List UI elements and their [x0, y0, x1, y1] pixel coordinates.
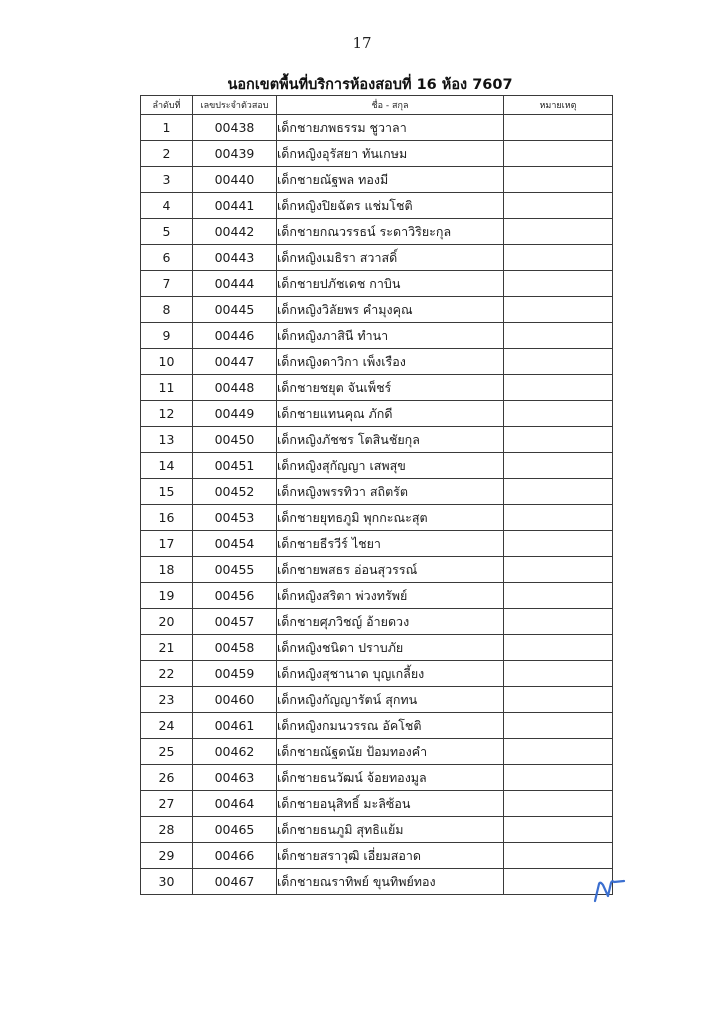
table-row [141, 427, 613, 453]
table-row [141, 687, 613, 713]
row-number: 18 [141, 557, 193, 583]
row-exam-id: 00460 [193, 687, 277, 713]
row-exam-id: 00453 [193, 505, 277, 531]
row-student-name: เด็กหญิงสริตา พ่วงทรัพย์ [277, 583, 504, 609]
row-number: 3 [141, 167, 193, 193]
row-exam-id: 00455 [193, 557, 277, 583]
table-row [141, 531, 613, 557]
row-number: 21 [141, 635, 193, 661]
row-number: 14 [141, 453, 193, 479]
row-remark [504, 193, 613, 219]
row-number: 17 [141, 531, 193, 557]
header-exam-id: เลขประจำตัวสอบ [193, 96, 277, 115]
row-student-name: เด็กชายธีรวีร์ ไชยา [277, 531, 504, 557]
row-exam-id: 00452 [193, 479, 277, 505]
row-number: 30 [141, 869, 193, 895]
row-exam-id: 00441 [193, 193, 277, 219]
row-exam-id: 00445 [193, 297, 277, 323]
row-number: 22 [141, 661, 193, 687]
row-student-name: เด็กชายศุภวิชญ์ อ้ายดวง [277, 609, 504, 635]
row-student-name: เด็กชายปภัชเดช กาบิน [277, 271, 504, 297]
row-student-name: เด็กชายยุทธภูมิ พุกกะณะสุต [277, 505, 504, 531]
row-student-name: เด็กหญิงกัญญารัตน์ สุกทน [277, 687, 504, 713]
row-remark [504, 583, 613, 609]
table-row [141, 583, 613, 609]
row-remark [504, 219, 613, 245]
row-number: 11 [141, 375, 193, 401]
row-number: 26 [141, 765, 193, 791]
row-student-name: เด็กชายพสธร อ่อนสุวรรณ์ [277, 557, 504, 583]
table-row [141, 245, 613, 271]
row-exam-id: 00459 [193, 661, 277, 687]
row-remark [504, 531, 613, 557]
row-student-name: เด็กหญิงภาสินี ทำนา [277, 323, 504, 349]
row-remark [504, 427, 613, 453]
row-exam-id: 00444 [193, 271, 277, 297]
table-row [141, 401, 613, 427]
row-exam-id: 00464 [193, 791, 277, 817]
table-row [141, 713, 613, 739]
row-remark [504, 375, 613, 401]
row-student-name: เด็กชายอนุสิทธิ์ มะลิซ้อน [277, 791, 504, 817]
table-row [141, 167, 613, 193]
table-row [141, 635, 613, 661]
table-row [141, 869, 613, 895]
row-remark [504, 479, 613, 505]
table-row [141, 557, 613, 583]
row-exam-id: 00446 [193, 323, 277, 349]
row-student-name: เด็กหญิงเมธิรา สวาสดิ์ [277, 245, 504, 271]
row-number: 28 [141, 817, 193, 843]
row-exam-id: 00440 [193, 167, 277, 193]
row-exam-id: 00442 [193, 219, 277, 245]
row-remark [504, 687, 613, 713]
table-row [141, 375, 613, 401]
row-number: 9 [141, 323, 193, 349]
row-exam-id: 00447 [193, 349, 277, 375]
row-remark [504, 505, 613, 531]
row-exam-id: 00461 [193, 713, 277, 739]
row-number: 29 [141, 843, 193, 869]
row-exam-id: 00466 [193, 843, 277, 869]
row-exam-id: 00458 [193, 635, 277, 661]
table-row [141, 323, 613, 349]
row-remark [504, 817, 613, 843]
table-row [141, 193, 613, 219]
row-exam-id: 00438 [193, 115, 277, 141]
table-row [141, 817, 613, 843]
row-student-name: เด็กชายกณวรรธน์ ระดาวิริยะกุล [277, 219, 504, 245]
row-remark [504, 791, 613, 817]
table-row [141, 219, 613, 245]
row-number: 20 [141, 609, 193, 635]
row-number: 16 [141, 505, 193, 531]
row-student-name: เด็กชายธนวัฒน์ จ้อยทองมูล [277, 765, 504, 791]
row-number: 12 [141, 401, 193, 427]
row-remark [504, 713, 613, 739]
row-exam-id: 00457 [193, 609, 277, 635]
row-number: 1 [141, 115, 193, 141]
row-student-name: เด็กชายณัฐพล ทองมี [277, 167, 504, 193]
roster-body [141, 115, 613, 895]
row-remark [504, 141, 613, 167]
row-student-name: เด็กชายภพธรรม ชูวาลา [277, 115, 504, 141]
row-remark [504, 661, 613, 687]
table-row [141, 765, 613, 791]
row-number: 27 [141, 791, 193, 817]
header-name: ชื่อ - สกุล [277, 96, 504, 115]
table-row [141, 739, 613, 765]
row-exam-id: 00467 [193, 869, 277, 895]
row-exam-id: 00456 [193, 583, 277, 609]
table-row [141, 791, 613, 817]
row-remark [504, 323, 613, 349]
row-number: 25 [141, 739, 193, 765]
row-student-name: เด็กชายชยุต จันเพ็ชร์ [277, 375, 504, 401]
table-row [141, 453, 613, 479]
row-student-name: เด็กหญิงสุชานาด บุญเกลี้ยง [277, 661, 504, 687]
row-remark [504, 557, 613, 583]
table-row [141, 349, 613, 375]
row-number: 7 [141, 271, 193, 297]
row-exam-id: 00449 [193, 401, 277, 427]
table-row [141, 271, 613, 297]
row-student-name: เด็กหญิงชนิดา ปราบภัย [277, 635, 504, 661]
row-student-name: เด็กชายธนภูมิ สุทธิแย้ม [277, 817, 504, 843]
row-number: 4 [141, 193, 193, 219]
row-number: 6 [141, 245, 193, 271]
row-number: 13 [141, 427, 193, 453]
row-remark [504, 349, 613, 375]
row-remark [504, 635, 613, 661]
page-number: 17 [352, 34, 372, 52]
row-remark [504, 843, 613, 869]
row-remark [504, 271, 613, 297]
row-number: 10 [141, 349, 193, 375]
row-exam-id: 00454 [193, 531, 277, 557]
table-row [141, 843, 613, 869]
row-student-name: เด็กหญิงดาวิกา เพ็งเรือง [277, 349, 504, 375]
table-row [141, 505, 613, 531]
row-exam-id: 00448 [193, 375, 277, 401]
header-no: ลำดับที่ [141, 96, 193, 115]
row-exam-id: 00462 [193, 739, 277, 765]
page-title: นอกเขตพื้นที่บริการห้องสอบที่ 16 ห้อง 7607 [227, 77, 513, 93]
row-student-name: เด็กหญิงภัชชร โตสินชัยกุล [277, 427, 504, 453]
table-row [141, 479, 613, 505]
row-number: 19 [141, 583, 193, 609]
row-remark [504, 739, 613, 765]
header-remark: หมายเหตุ [504, 96, 613, 115]
exam-room-roster-table [140, 95, 613, 895]
row-remark [504, 453, 613, 479]
table-row [141, 609, 613, 635]
row-number: 15 [141, 479, 193, 505]
handwritten-initial-mark [590, 875, 630, 907]
row-remark [504, 245, 613, 271]
row-exam-id: 00465 [193, 817, 277, 843]
row-student-name: เด็กหญิงกมนวรรณ อัคโชติ [277, 713, 504, 739]
row-remark [504, 401, 613, 427]
row-number: 23 [141, 687, 193, 713]
row-exam-id: 00443 [193, 245, 277, 271]
row-student-name: เด็กชายแทนคุณ ภักดี [277, 401, 504, 427]
row-remark [504, 765, 613, 791]
table-header-row [141, 96, 613, 115]
row-student-name: เด็กชายณัฐดนัย ป้อมทองคำ [277, 739, 504, 765]
row-number: 2 [141, 141, 193, 167]
row-student-name: เด็กชายสราวุฒิ เอี่ยมสอาด [277, 843, 504, 869]
row-number: 5 [141, 219, 193, 245]
row-student-name: เด็กหญิงอุรัสยา ทันเกษม [277, 141, 504, 167]
row-exam-id: 00451 [193, 453, 277, 479]
row-remark [504, 115, 613, 141]
row-student-name: เด็กหญิงปิยฉัตร แช่มโชติ [277, 193, 504, 219]
table-row [141, 297, 613, 323]
row-student-name: เด็กหญิงสุกัญญา เสพสุข [277, 453, 504, 479]
row-number: 24 [141, 713, 193, 739]
row-remark [504, 609, 613, 635]
row-exam-id: 00439 [193, 141, 277, 167]
row-student-name: เด็กชายณราทิพย์ ขุนทิพย์ทอง [277, 869, 504, 895]
table-row [141, 115, 613, 141]
row-remark [504, 167, 613, 193]
row-number: 8 [141, 297, 193, 323]
row-exam-id: 00450 [193, 427, 277, 453]
table-row [141, 141, 613, 167]
row-exam-id: 00463 [193, 765, 277, 791]
table-row [141, 661, 613, 687]
row-student-name: เด็กหญิงพรรทิวา สถิตรัต [277, 479, 504, 505]
row-student-name: เด็กหญิงวิลัยพร คำมุงคุณ [277, 297, 504, 323]
row-remark [504, 297, 613, 323]
